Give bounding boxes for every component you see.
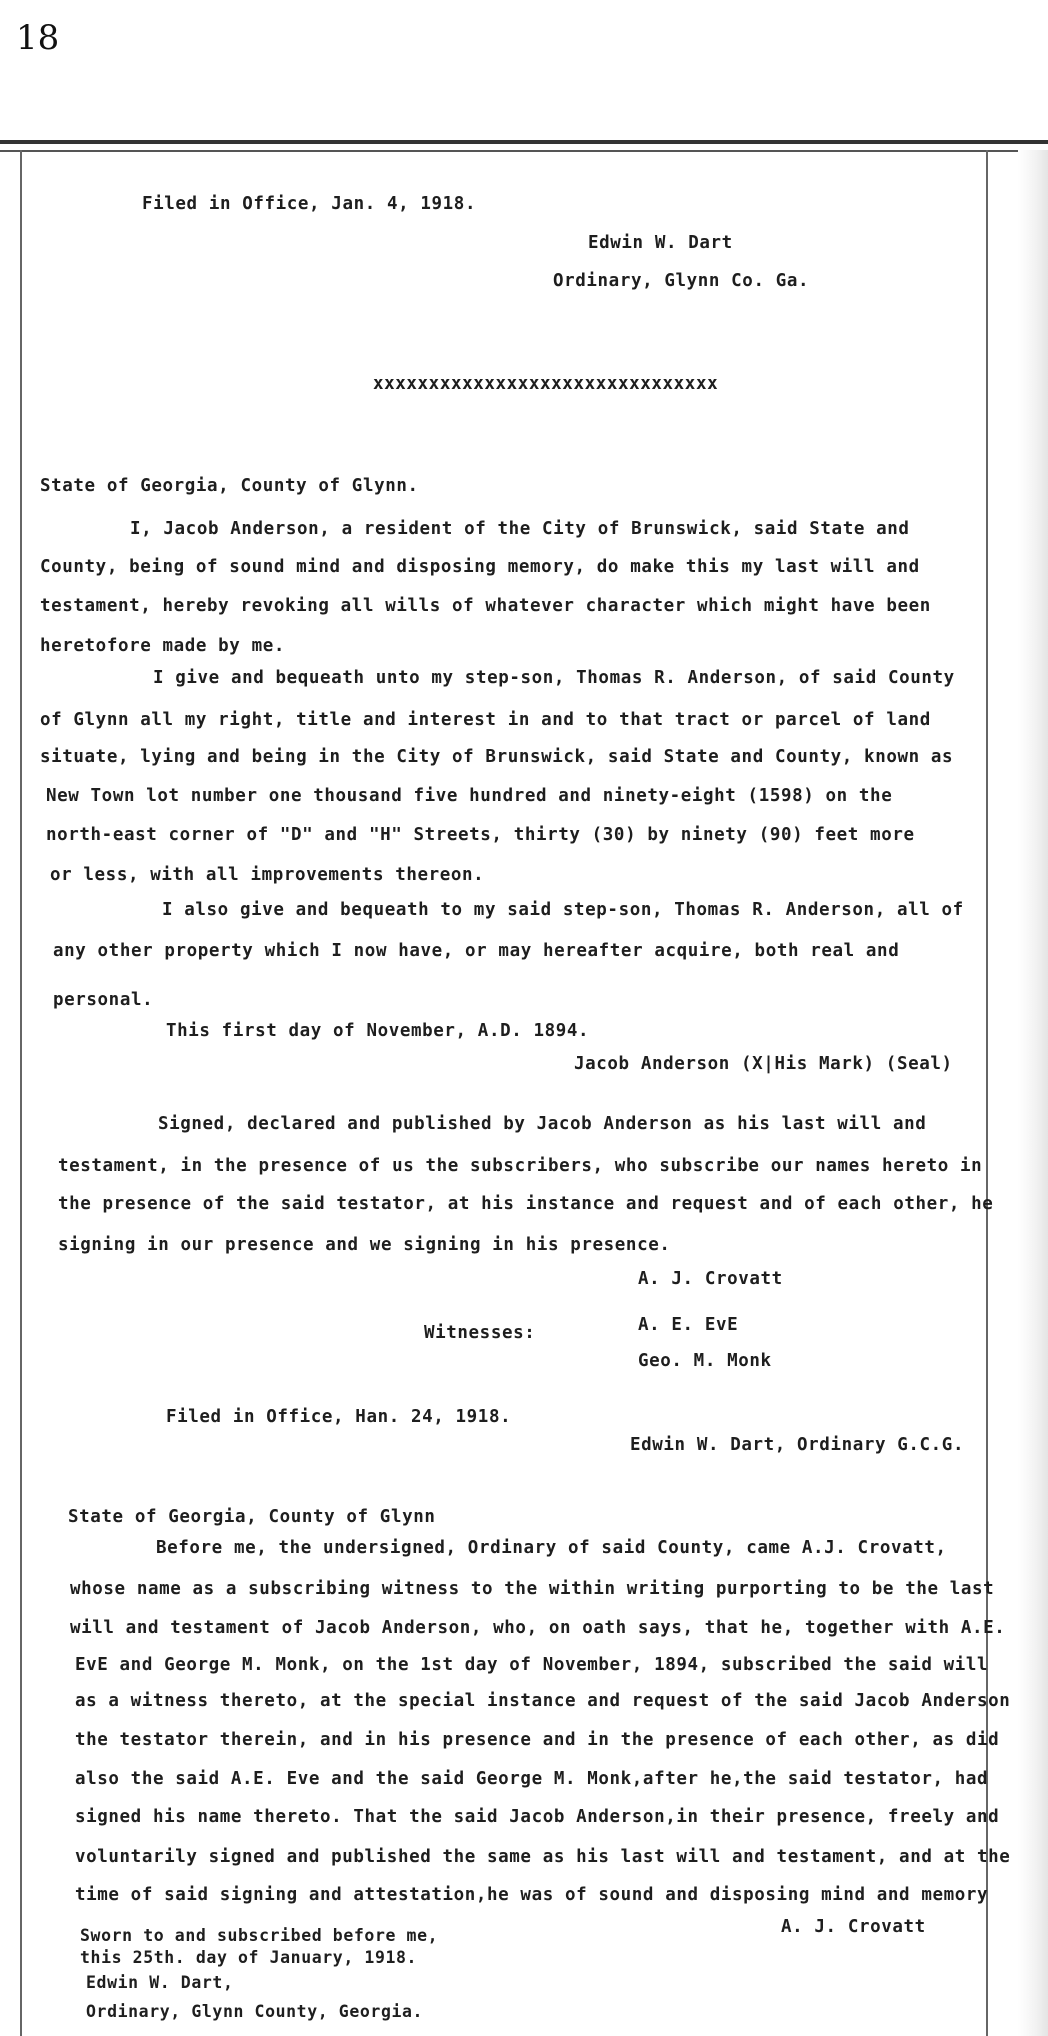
affidavit-line: Before me, the undersigned, Ordinary of said County, came A.J. Crovatt, (156, 1538, 947, 1558)
filed-date-line: Filed in Office, Jan. 4, 1918. (142, 194, 477, 214)
testator-signature: Jacob Anderson (X|His Mark) (Seal) (574, 1054, 953, 1074)
ordinary-title: Ordinary, Glynn Co. Ga. (553, 271, 810, 291)
affidavit-venue: State of Georgia, County of Glynn (68, 1507, 436, 1527)
ordinary-signature-2: Edwin W. Dart, Ordinary G.C.G. (630, 1435, 965, 1455)
affidavit-line: EvE and George M. Monk, on the 1st day of November, 1894, subscribed the said will (75, 1655, 989, 1675)
will-line: heretofore made by me. (40, 636, 285, 656)
will-line: of Glynn all my right, title and interest in and to that tract or parcel of land (40, 710, 931, 730)
witness-name: A. J. Crovatt (638, 1269, 783, 1289)
page-number: 18 (16, 18, 60, 58)
will-line: I also give and bequeath to my said step-son, Thomas R. Anderson, all of (162, 900, 964, 920)
frame-right-border (986, 150, 988, 2036)
jurat-line: Ordinary, Glynn County, Georgia. (86, 2002, 424, 2021)
affidavit-line: will and testament of Jacob Anderson, who, on oath says, that he, together with A.E. (70, 1618, 1006, 1638)
will-line: situate, lying and being in the City of Brunswick, said State and County, known as (40, 747, 954, 767)
will-line: I, Jacob Anderson, a resident of the City of Brunswick, said State and (130, 519, 910, 539)
witness-name: Geo. M. Monk (638, 1351, 772, 1371)
will-line: personal. (53, 990, 154, 1010)
will-line: north-east corner of "D" and "H" Streets, thirty (30) by ninety (90) feet more (46, 825, 915, 845)
will-line: County, being of sound mind and disposing memory, do make this my last will and (40, 557, 920, 577)
frame-left-border (20, 150, 22, 2036)
top-rule-secondary (0, 150, 1048, 152)
affidavit-line: whose name as a subscribing witness to the within writing purporting to be the last (70, 1579, 995, 1599)
will-venue: State of Georgia, County of Glynn. (40, 476, 419, 496)
affidavit-line: also the said A.E. Eve and the said George M. Monk,after he,the said testator, had (75, 1769, 989, 1789)
attestation-line: testament, in the presence of us the subscribers, who subscribe our names hereto in (58, 1156, 983, 1176)
attestation-line: the presence of the said testator, at his instance and request and of each other, he (58, 1194, 994, 1214)
filed-date-line-2: Filed in Office, Han. 24, 1918. (166, 1407, 512, 1427)
affidavit-line: signed his name thereto. That the said Jacob Anderson,in their presence, freely and (75, 1807, 1000, 1827)
attestation-line: Signed, declared and published by Jacob Anderson as his last will and (158, 1114, 927, 1134)
affidavit-line: the testator therein, and in his presence and in the presence of each other, as did (75, 1730, 1000, 1750)
will-line: any other property which I now have, or may hereafter acquire, both real and (53, 941, 900, 961)
jurat-line: Sworn to and subscribed before me, (80, 1926, 439, 1945)
witnesses-label: Witnesses: (424, 1323, 536, 1343)
page-edge-shadow (1018, 150, 1048, 2036)
will-date-line: This first day of November, A.D. 1894. (166, 1021, 590, 1041)
jurat-line: Edwin W. Dart, (86, 1973, 234, 1992)
ordinary-name: Edwin W. Dart (588, 233, 733, 253)
affidavit-line: voluntarily signed and published the same as his last will and testament, and at the (75, 1847, 1011, 1867)
affiant-signature: A. J. Crovatt (781, 1917, 926, 1937)
separator-line: xxxxxxxxxxxxxxxxxxxxxxxxxxxxxxx (373, 374, 719, 394)
will-line: testament, hereby revoking all wills of whatever character which might have been (40, 596, 931, 616)
affidavit-line: time of said signing and attestation,he was of sound and disposing mind and memory (75, 1885, 989, 1905)
affidavit-line: as a witness thereto, at the special instance and request of the said Jacob Anderson (75, 1691, 1011, 1711)
top-rule (0, 140, 1048, 144)
will-line: or less, with all improvements thereon. (50, 865, 485, 885)
will-line: I give and bequeath unto my step-son, Thomas R. Anderson, of said County (153, 668, 955, 688)
will-line: New Town lot number one thousand five hundred and ninety-eight (1598) on the (46, 786, 893, 806)
attestation-line: signing in our presence and we signing in his presence. (58, 1235, 671, 1255)
witness-name: A. E. EvE (638, 1315, 739, 1335)
jurat-line: this 25th. day of January, 1918. (80, 1948, 418, 1967)
